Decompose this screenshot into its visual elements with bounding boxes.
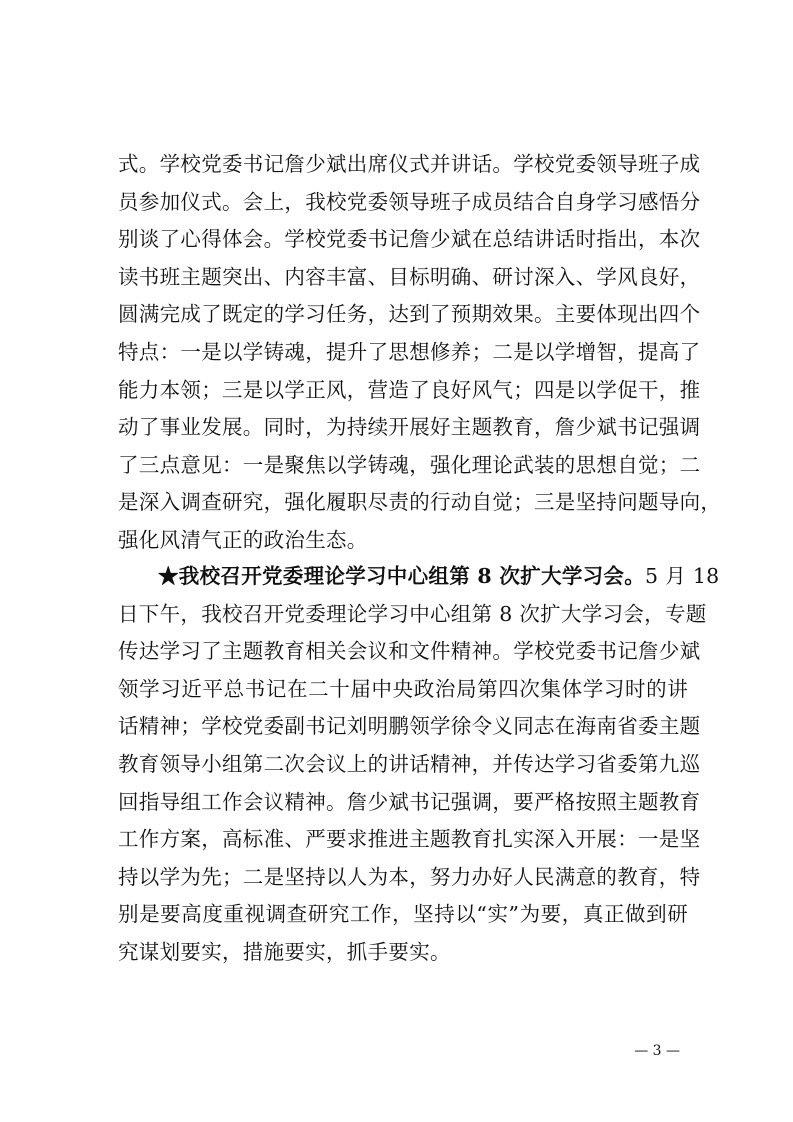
paragraph-reading-class-summary [118, 146, 722, 560]
paragraph-line: 读书班主题突出、内容丰富、目标明确、研讨深入、学风良好， [118, 264, 701, 289]
page-number: — 3 — [634, 1043, 680, 1059]
paragraph-line: 别谈了心得体会。学校党委书记詹少斌在总结讲话时指出，本次 [118, 227, 701, 252]
paragraph-line: 特点：一是以学铸魂，提升了思想修养；二是以学增智，提高了 [118, 339, 701, 364]
paragraph-line: 员参加仪式。会上，我校党委领导班子成员结合自身学习感悟分 [118, 189, 701, 214]
paragraph-study-meeting [118, 558, 720, 972]
paragraph-line: 话精神；学校党委副书记刘明鹏领学徐令义同志在海南省委主题 [118, 714, 701, 739]
heading-line-continuation: 5 月 18 [645, 564, 720, 588]
paragraph-line: 强化风清气正的政治生态。 [118, 527, 368, 552]
paragraph-line: 传达学习了主题教育相关会议和文件精神。学校党委书记詹少斌 [118, 639, 701, 664]
news-item-heading: ★我校召开党委理论学习中心组第 8 次扩大学习会。 [158, 564, 646, 588]
paragraph-line: 动了事业发展。同时，为持续开展好主题教育，詹少斌书记强调 [118, 415, 701, 440]
paragraph-line: 领学习近平总书记在二十届中央政治局第四次集体学习时的讲 [118, 676, 688, 701]
paragraph-line: 是深入调查研究，强化履职尽责的行动自觉；三是坚持问题导向， [118, 490, 722, 515]
paragraph-first-line [118, 558, 720, 596]
paragraph-line: 能力本领；三是以学正风，营造了良好风气；四是以学促干，推 [118, 377, 701, 402]
paragraph-line: 别是要高度重视调查研究工作，坚持以“实”为要，真正做到研 [118, 902, 688, 927]
paragraph-line: 回指导组工作会议精神。詹少斌书记强调，要严格按照主题教育 [118, 789, 701, 814]
paragraph-line: 工作方案，高标准、严要求推进主题教育扎实深入开展：一是坚 [118, 827, 701, 852]
paragraph-line: 日下午，我校召开党委理论学习中心组第 8 次扩大学习会，专题 [118, 601, 707, 626]
paragraph-line: 式。学校党委书记詹少斌出席仪式并讲话。学校党委领导班子成 [118, 152, 701, 176]
paragraph-line: 究谋划要实，措施要实，抓手要实。 [118, 939, 451, 964]
paragraph-line: 持以学为先；二是坚持以人为本，努力办好人民满意的教育，特 [118, 864, 701, 889]
paragraph-line: 了三点意见：一是聚焦以学铸魂，强化理论武装的思想自觉；二 [118, 452, 701, 477]
paragraph-line: 教育领导小组第二次会议上的讲话精神，并传达学习省委第九巡 [118, 751, 701, 776]
paragraph-line: 圆满完成了既定的学习任务，达到了预期效果。主要体现出四个 [118, 302, 701, 327]
